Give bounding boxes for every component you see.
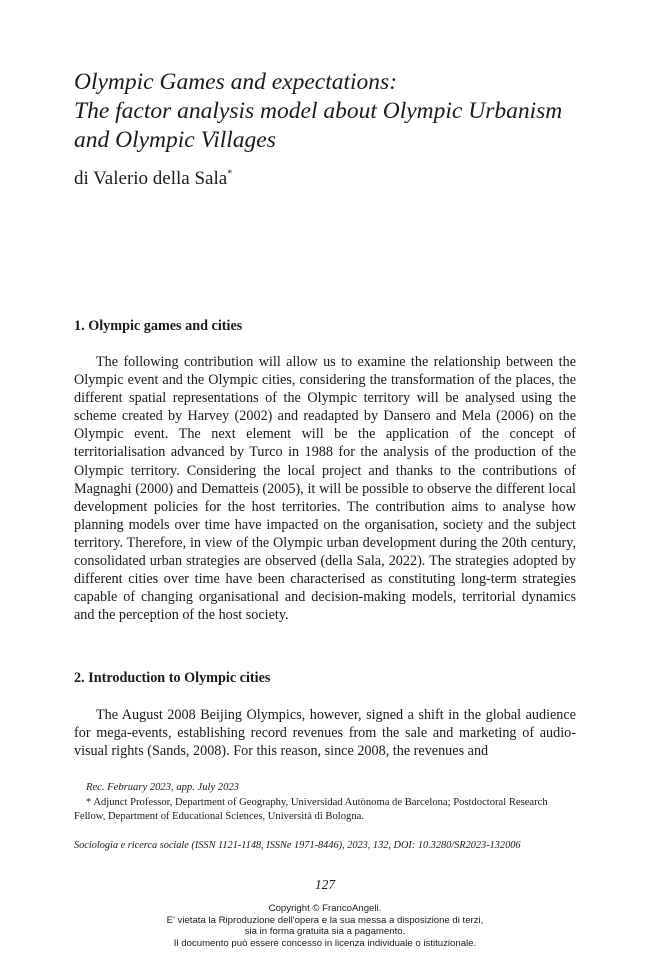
page-number: 127 (314, 877, 336, 892)
copyright-line-1: Copyright © FrancoAngeli. (268, 903, 382, 914)
title-line-1: Olympic Games and expectations: (74, 69, 398, 95)
article-title (74, 68, 594, 155)
copyright-notice (0, 903, 650, 949)
author-affiliation-footnote: * Adjunct Professor, Department of Geography, Universidad Autònoma de Barcelona; Postdoctoral Research Fellow, Department of Educational Sciences, Università di Bologna. (74, 796, 548, 822)
copyright-line-3: sia in forma gratuita sia a pagamento. (244, 926, 406, 937)
title-line-2: The factor analysis model about Olympic Urbanism (74, 98, 563, 124)
copyright-line-4: Il documento può essere concesso in licenza individuale o istituzionale. (173, 937, 477, 949)
journal-citation: Sociologia e ricerca sociale (ISSN 1121-1148, ISSNe 1971-8446), 2023, 132, DOI: 10.3280/SR2023-132006 (74, 840, 521, 851)
copyright-line-2: E' vietata la Riproduzione dell'opera e la sua messa a disposizione di terzi, (166, 914, 484, 926)
title-line-3: and Olympic Villages (74, 127, 276, 153)
author-line (74, 168, 232, 190)
section-2-paragraph: The August 2008 Beijing Olympics, however, signed a shift in the global audience for mega-events, establishing record revenues from the sale and marketing of audio-visual rights (Sands, 2008). For this reason, since 2008, the revenues and (74, 707, 576, 760)
footnotes (74, 781, 578, 825)
author-name: di Valerio della Sala (74, 168, 228, 189)
author-footnote-mark: * (227, 168, 233, 180)
section-heading-1: 1. Olympic games and cities (74, 318, 243, 334)
received-dates: Rec. February 2023, app. July 2023 (86, 782, 239, 793)
section-heading-2: 2. Introduction to Olympic cities (74, 670, 271, 686)
section-1-paragraph: The following contribution will allow us to examine the relationship between the Olympic event and the Olympic cities, considering the transformation of the places, the different spatial representations of the Olympic territory will be analysed using the scheme created by Harvey (2002) and readapted by Dansero and Mela (2006) on the Olympic event. The next element will be the application of the concept of territorialisation advanced by Turco in 1988 for the analysis of the production of the Olympic territory. Considering the local project and thanks to the contributions of Magnaghi (2000) and Dematteis (2005), it will be possible to observe the different local development policies for the host territories. The contribution aims to analyse how planning models over time have impacted on the organisation, society and the subject territory. Therefore, in view of the Olympic urban development during the 20th century, consolidated urban strategies are observed (della Sala, 2022). The strategies adopted by different cities over time have been characterised as constituting long-term strategies capable of changing organisational and decision-making models, territorial dynamics and the perception of the host society. (74, 354, 576, 624)
